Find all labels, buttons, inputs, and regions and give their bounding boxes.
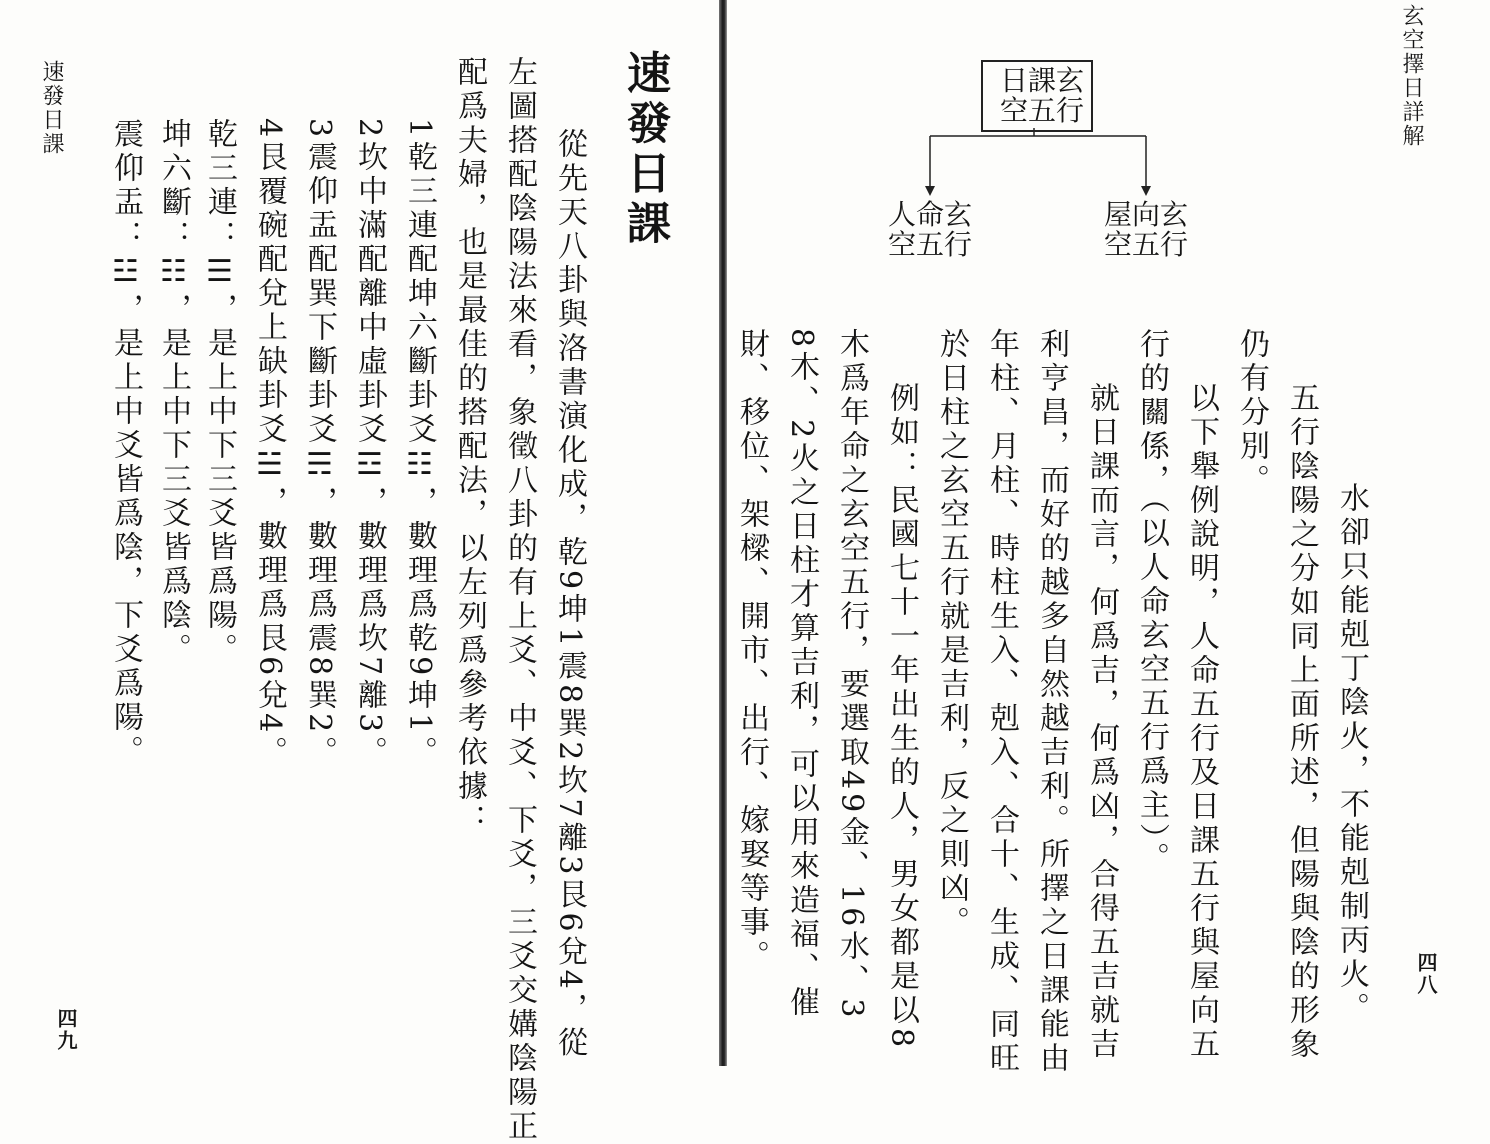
body-column: 水卻只能剋丁陰火，不能剋制丙火。 [1334, 482, 1369, 1026]
body-column: 例如：民國七十一年出生的人，男女都是以8 [884, 382, 919, 1052]
body-column: 從先天八卦與洛書演化成，乾9坤1震8巽2坎7離3艮6兌4，從 [552, 128, 587, 1061]
body-column: 2坎中滿配離中虛卦爻☲，數理爲坎7離3。 [352, 118, 387, 771]
body-column: 8木、2火之日柱才算吉利，可以用來造福、催 [784, 328, 819, 1021]
right-page [728, 0, 1490, 1076]
body-column: 於日柱之玄空五行就是吉利，反之則凶。 [934, 328, 969, 940]
diagram-left-label: 人命玄 空五行 [888, 198, 973, 261]
left-page [0, 0, 725, 1144]
body-column: 木爲年命之玄空五行，要選取49金、16水、3 [834, 328, 869, 1022]
page-number: 四九 [54, 1008, 78, 1052]
body-column: 4艮覆碗配兌上缺卦爻☱，數理爲艮6兌4。 [252, 118, 287, 771]
body-column: 五行陰陽之分如同上面所述，但陽與陰的形象 [1284, 382, 1319, 1062]
body-column: 以下舉例說明，人命五行及日課五行與屋向五 [1184, 382, 1219, 1062]
body-column: 3震仰盂配巽下斷卦爻☴，數理爲震8巽2。 [302, 118, 337, 771]
page-number: 四八 [1414, 952, 1438, 996]
diagram-top-label: 日課玄 空五行 [1000, 64, 1085, 127]
body-column: 行的關係，（以人命玄空五行爲主）。 [1134, 328, 1169, 876]
body-column: 1乾三連配坤六斷卦爻☷，數理爲乾9坤1。 [402, 118, 437, 771]
body-column: 乾三連：☰，是上中下三爻皆爲陽。 [202, 118, 237, 667]
section-heading: 速發日課 [619, 50, 670, 250]
running-header: 玄空擇日詳解 [1399, 4, 1424, 148]
diagram-right-label: 屋向玄 空五行 [1104, 198, 1189, 261]
body-column: 年柱、月柱、時柱生入、剋入、合十、生成、同旺 [984, 328, 1019, 1076]
body-column: 震仰盂：☳，是上中爻皆爲陰，下爻爲陽。 [108, 118, 143, 769]
body-column: 財、移位、架樑、開市、出行、嫁娶等事。 [734, 328, 769, 974]
body-column: 坤六斷：☷，是上中下三爻皆爲陰。 [156, 118, 191, 667]
body-column: 左圖搭配陰陽法來看，象徵八卦的有上爻、中爻、下爻，三爻交媾陰陽正 [502, 56, 537, 1144]
body-column: 仍有分別。 [1234, 328, 1269, 498]
running-header: 速發日課 [39, 60, 64, 156]
body-column: 就日課而言，何爲吉，何爲凶，合得五吉就吉 [1084, 382, 1119, 1062]
body-column: 配爲夫婦，也是最佳的搭配法，以左列爲參考依據： [452, 56, 487, 838]
body-column: 利亨昌，而好的越多自然越吉利。所擇之日課能由 [1034, 328, 1069, 1076]
